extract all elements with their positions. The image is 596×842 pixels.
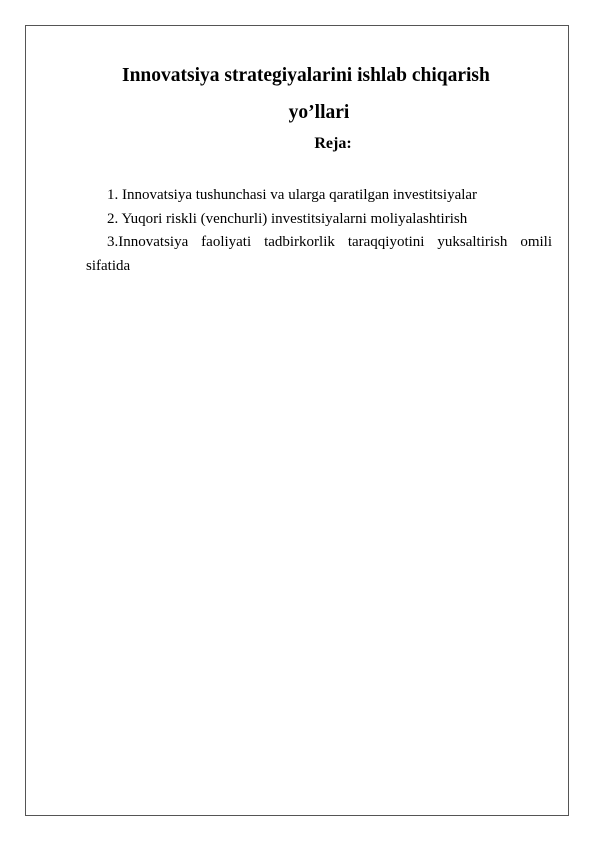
plan-item-1: 1. Innovatsiya tushunchasi va ularga qaratilgan investitsiyalar xyxy=(107,187,478,203)
plan-item-3: 3.Innovatsiya faoliyati tadbirkorlik taraqqiyotini yuksaltirish omili sifatida xyxy=(86,234,552,274)
plan-list xyxy=(86,184,552,278)
document-title-continuation: yo’llari xyxy=(288,102,350,123)
plan-heading: Reja: xyxy=(314,135,352,152)
plan-item-2: 2. Yuqori riskli (venchurli) investitsiyalarni moliyalashtirish xyxy=(107,210,468,227)
document-title: Innovatsiya strategiyalarini ishlab chiqarish xyxy=(122,65,490,86)
